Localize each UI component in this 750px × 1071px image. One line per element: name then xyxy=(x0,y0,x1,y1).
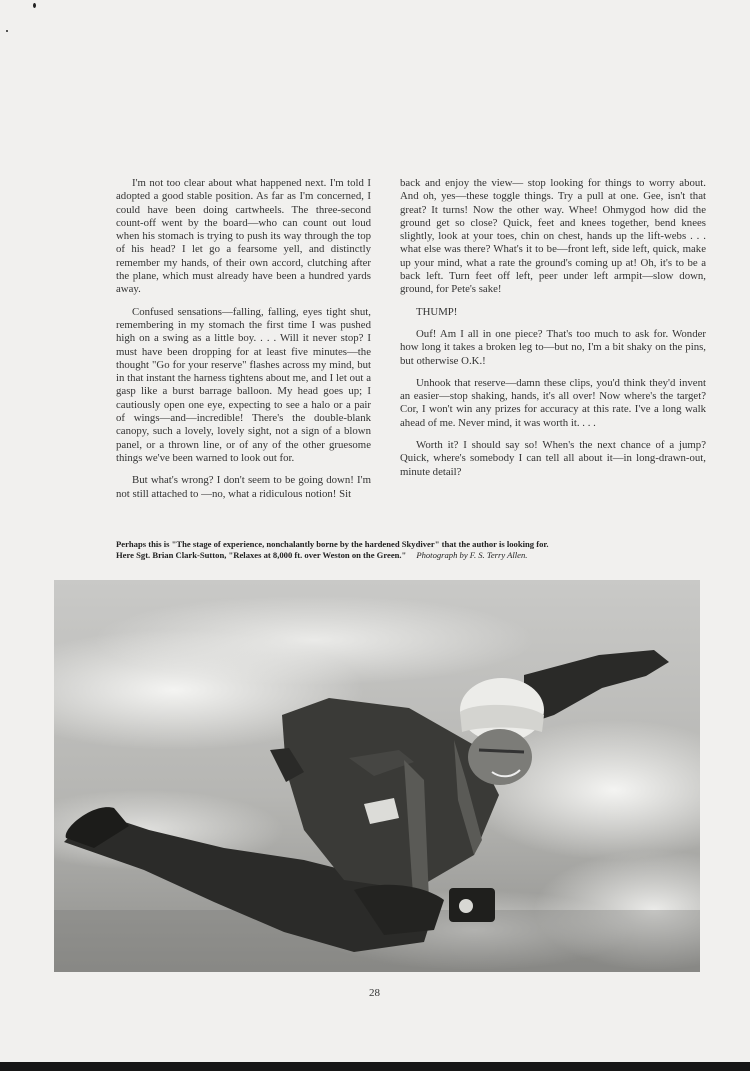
article-column-right xyxy=(400,177,706,488)
paragraph: Unhook that reserve—damn these clips, you'd think they'd invent an easier—stop shaking, hands, it's all over! Now where's the target? Cor, I won't win any prizes for accuracy at this rate. I've a long walk ahead of me. Never mind, it was worth it. . . . xyxy=(400,376,706,429)
paragraph: THUMP! xyxy=(416,305,458,318)
skydiver-photograph xyxy=(54,580,700,972)
paragraph: Ouf! Am I all in one piece? That's too much to ask for. Wonder how long it takes a broken leg to—but no, I'm a bit shaky on the pins, but otherwise O.K.! xyxy=(400,327,706,367)
photo-credit: Photograph by F. S. Terry Allen. xyxy=(416,550,528,560)
article-column-left xyxy=(116,177,371,510)
paragraph: Confused sensations—falling, falling, eyes tight shut, remembering in my stomach the first time I was pushed high on a swing as a little boy. . . . Will it never stop? I must have been dropping for at least five minutes—the thought "Go for your reserve" flashes across my mind, but in that instant the harness tightens about me, and I let out a gasp like a burst barrage balloon. My head goes up; I cautiously open one eye, expecting to see a halo or a pair of wings—and—incredible! There's the double-blank canopy, such a lovely, lovely sight, not a sign of a blown panel, or a thrown line, or of any of the other gruesome things we've been warned to look out for. xyxy=(116,305,371,464)
ink-speck xyxy=(33,3,36,8)
caption-line-with-credit xyxy=(116,550,716,561)
paragraph: back and enjoy the view— stop looking for things to worry about. And oh, yes—these toggle things. Try a pull at one. Gee, isn't that great? It turns! Now the other way. Whee! Ohmygod how did the ground get so close? Quick, feet and knees together, bend knees slightly, look at your toes, chin on chest, hands up the lift-webs . . . what else was there? What's it to be—front left, side left, quick, make up your mind, what a rate the ground's coming up at! Oh, it's to be a back left. Turn feet off left, peer under left armpit—slow down, ground, for Pete's sake! xyxy=(400,177,706,296)
scan-edge-bar xyxy=(0,1062,750,1071)
photo-caption xyxy=(116,539,716,561)
paragraph: But what's wrong? I don't seem to be going down! I'm not still attached to —no, what a ridiculous notion! Sit xyxy=(116,474,371,500)
page-number: 28 xyxy=(369,987,380,999)
caption-line: Perhaps this is "The stage of experience, nonchalantly borne by the hardened Skydiver" that the author is looking for. xyxy=(116,539,549,549)
paragraph: Worth it? I should say so! When's the next chance of a jump? Quick, where's somebody I can tell all about it—in long-drawn-out, minute detail? xyxy=(400,439,706,478)
ink-speck xyxy=(6,30,8,32)
paragraph: I'm not too clear about what happened next. I'm told I adopted a good stable position. As far as I'm concerned, I could have been doing cartwheels. The three-second count-off went by the board—who can count out loud when his stomach is trying to push its way through the top of his head? I let go a fearsome yell, and distinctly remember my hands, of their own accord, clutching after the plane, which must already have been a hundred yards away. xyxy=(116,177,371,296)
caption-line: Here Sgt. Brian Clark-Sutton, "Relaxes at 8,000 ft. over Weston on the Green." xyxy=(116,550,407,560)
